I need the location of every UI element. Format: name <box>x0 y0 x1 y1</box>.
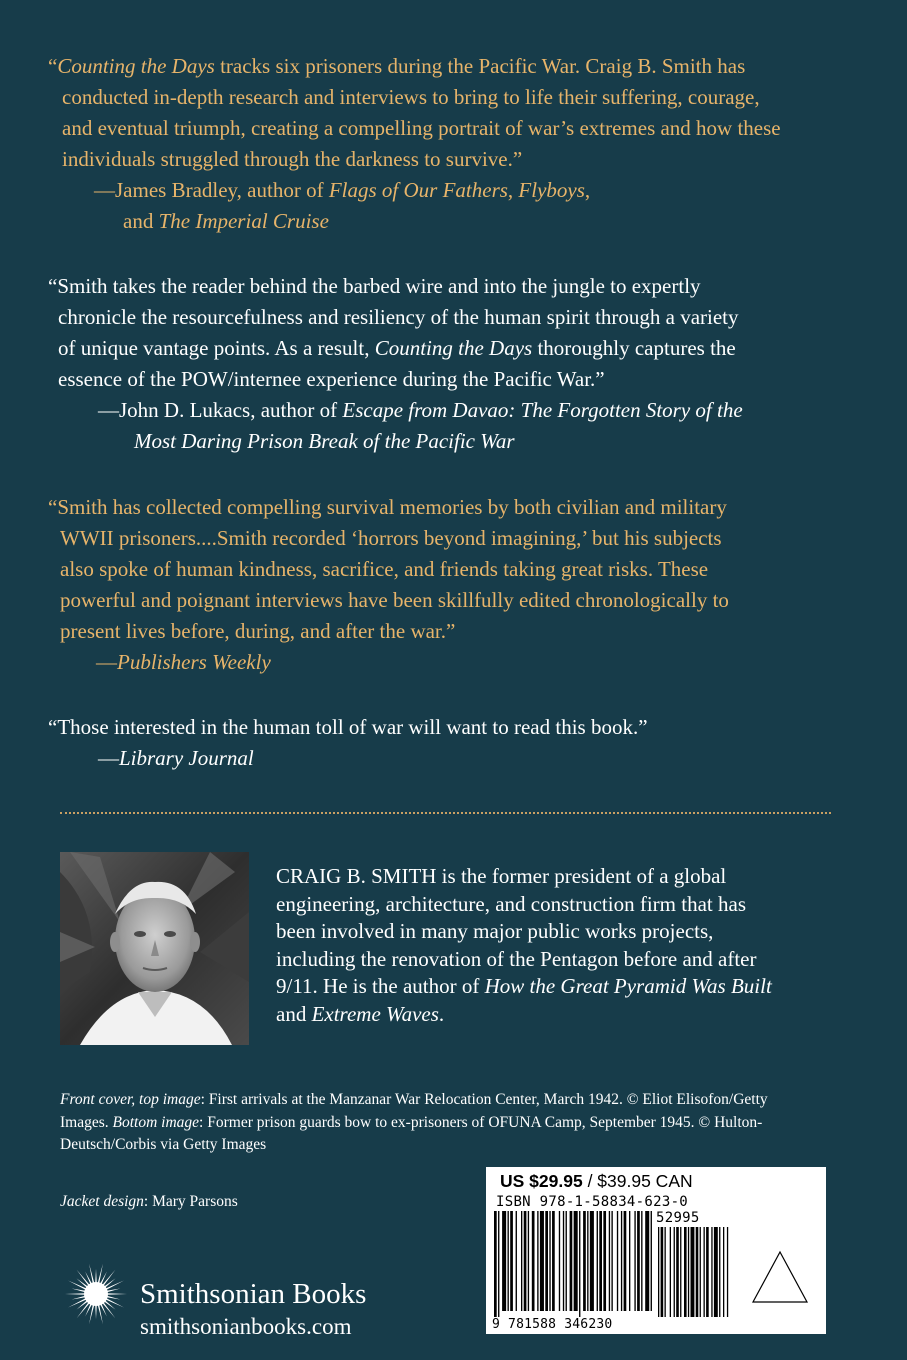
attribution-text: Flags of Our Fathers <box>328 178 508 202</box>
attribution-text: and <box>123 209 159 233</box>
credit-text: Bottom image <box>112 1113 200 1131</box>
quote-text: “Smith takes the reader behind the barbed wire and into the jungle to expertly <box>48 274 701 298</box>
attribution-text: Publishers Weekly <box>117 650 271 674</box>
quote-line <box>48 554 848 585</box>
attribution-text: —John D. Lukacs, author of <box>98 398 343 422</box>
bio-text: and <box>276 1001 312 1026</box>
quote-attribution <box>48 426 848 457</box>
addon-digits: 52995 <box>656 1210 700 1226</box>
credit-text: Images. <box>60 1113 113 1131</box>
attribution-text: Most Daring Prison Break of the Pacific War <box>134 429 515 453</box>
attribution-text: — <box>98 746 119 770</box>
quote-text: conducted in-depth research and interviews to bring to life their suffering, courage, <box>62 85 760 109</box>
attribution-text: — <box>96 650 117 674</box>
quote-line <box>48 492 848 523</box>
attribution-text: —James Bradley, author of <box>94 178 329 202</box>
quote-attribution <box>48 206 848 237</box>
attribution-text: Escape from Davao: The Forgotten Story of the <box>342 398 743 422</box>
bio-line <box>276 1001 846 1029</box>
quote-library-journal <box>48 712 848 774</box>
isbn-text: ISBN 978-1-58834-623-0 <box>496 1194 689 1210</box>
credit-line <box>60 1112 850 1135</box>
quote-line <box>48 364 848 395</box>
credit-text: : First arrivals at the Manzanar War Relocation Center, March 1942. © Eliot Elisofon/Getty <box>200 1091 768 1108</box>
bio-line <box>276 973 846 1001</box>
bio-text: Extreme Waves <box>311 1001 439 1026</box>
bio-text: engineering, architecture, and construction firm that has <box>276 891 746 916</box>
quote-line <box>48 271 848 302</box>
quote-text: Counting the Days <box>374 336 533 360</box>
quote-line <box>48 113 848 144</box>
bio-text: . <box>438 1001 445 1026</box>
author-bio <box>276 863 846 1028</box>
credit-text: Deutsch/Corbis via Getty Images <box>60 1136 267 1153</box>
barcode-number: 9 781588 346230 <box>492 1317 613 1332</box>
quote-text: and eventual triumph, creating a compelling portrait of war’s extremes and how these <box>62 116 781 140</box>
quote-text: individuals struggled through the darkness to survive.” <box>62 147 523 171</box>
credit-text: : Former prison guards bow to ex-prisoners of OFUNA Camp, September 1945. © Hulton- <box>199 1113 763 1131</box>
quote-text: “Those interested in the human toll of war will want to read this book.” <box>48 715 648 739</box>
price-can: / $39.95 CAN <box>582 1171 693 1191</box>
jacket-design-label: Jacket design <box>60 1193 144 1210</box>
jacket-design-value: : Mary Parsons <box>143 1193 238 1210</box>
quote-bradley <box>48 51 848 237</box>
quote-publishers-weekly <box>48 492 848 678</box>
triangle-icon <box>750 1249 810 1305</box>
price-us: US $29.95 <box>500 1171 583 1191</box>
cover-credits <box>60 1089 850 1157</box>
quote-text: present lives before, during, and after the war.” <box>60 619 456 643</box>
quote-line <box>48 302 848 333</box>
quote-text: thoroughly captures the <box>532 336 736 360</box>
bio-text: including the renovation of the Pentagon before and after <box>276 946 757 971</box>
bio-line <box>276 946 846 974</box>
bio-text: How the Great Pyramid Was Built <box>484 974 772 998</box>
credit-line <box>60 1134 850 1157</box>
quote-text: also spoke of human kindness, sacrifice, and friends taking great risks. These <box>60 557 709 581</box>
quote-text: chronicle the resourcefulness and resiliency of the human spirit through a variety <box>58 305 739 329</box>
credit-text: Front cover, top image <box>60 1091 201 1108</box>
dotted-divider <box>60 812 831 814</box>
quote-attribution <box>48 743 848 774</box>
quote-attribution <box>48 175 848 206</box>
quote-line <box>48 585 848 616</box>
attribution-text: Flyboys <box>518 178 585 202</box>
quote-line <box>48 82 848 113</box>
quote-attribution <box>48 647 848 678</box>
attribution-text: , <box>507 178 519 202</box>
bio-line <box>276 863 846 891</box>
quote-text: essence of the POW/internee experience during the Pacific War.” <box>58 367 605 391</box>
author-photo <box>60 852 249 1045</box>
publisher-url: smithsonianbooks.com <box>140 1314 352 1339</box>
quote-line <box>48 333 848 364</box>
credit-line <box>60 1089 850 1112</box>
barcode-box <box>486 1167 826 1334</box>
attribution-text: Library Journal <box>119 746 254 770</box>
attribution-text: , <box>584 178 591 202</box>
attribution-text: The Imperial Cruise <box>158 209 329 233</box>
bio-line <box>276 891 846 919</box>
quote-line <box>48 616 848 647</box>
quote-attribution <box>48 395 848 426</box>
quote-line <box>48 51 848 82</box>
publisher-name: Smithsonian Books <box>140 1278 367 1310</box>
bio-line <box>276 918 846 946</box>
quote-text: powerful and poignant interviews have been skillfully edited chronologically to <box>60 588 729 612</box>
bio-text: 9/11. He is the author of <box>276 974 485 998</box>
quote-line <box>48 144 848 175</box>
price-label <box>500 1170 693 1192</box>
quote-text: WWII prisoners....Smith recorded ‘horrors beyond imagining,’ but his subjects <box>60 526 722 550</box>
quote-text: of unique vantage points. As a result, <box>58 336 375 360</box>
sunburst-logo-icon <box>64 1262 128 1326</box>
quote-lukacs <box>48 271 848 457</box>
quote-line <box>48 523 848 554</box>
jacket-design-credit <box>60 1191 238 1213</box>
quote-line <box>48 712 848 743</box>
quote-text: tracks six prisoners during the Pacific War. Craig B. Smith has <box>214 54 746 78</box>
quote-text: Counting the Days <box>57 54 215 78</box>
quote-text: “Smith has collected compelling survival memories by both civilian and military <box>48 495 727 519</box>
bio-text: CRAIG B. SMITH is the former president of a global <box>276 864 727 888</box>
bio-text: been involved in many major public works projects, <box>276 919 714 943</box>
barcode <box>492 1211 740 1317</box>
quote-text: “ <box>48 54 58 78</box>
